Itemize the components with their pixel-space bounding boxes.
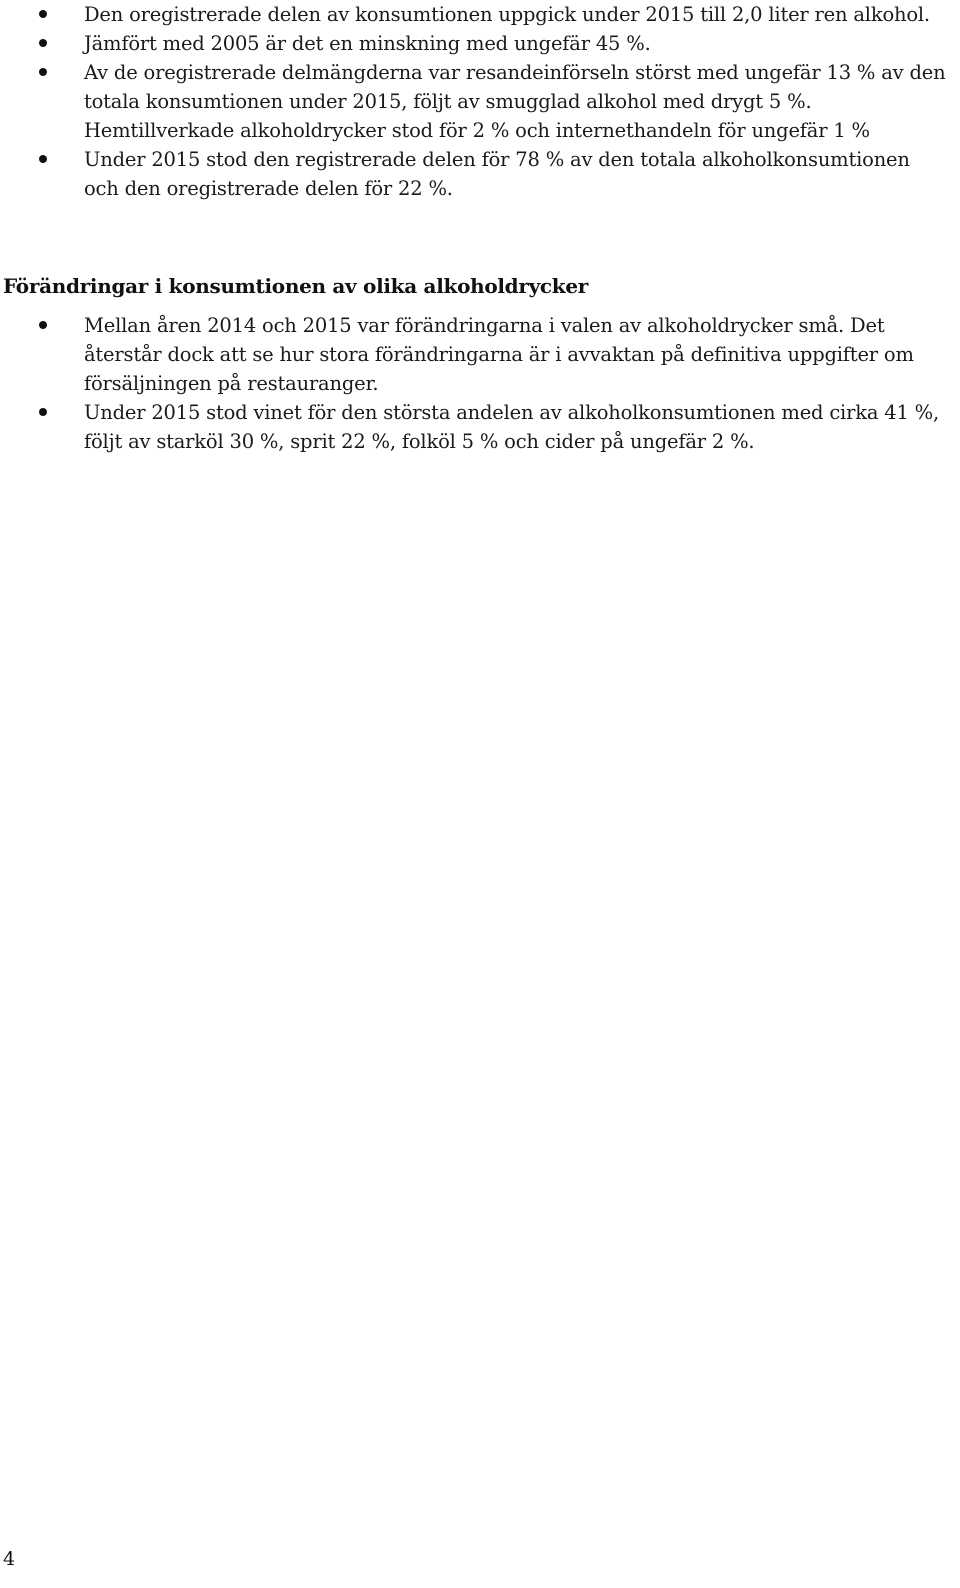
list-item-text: Under 2015 stod vinet för den största andelen av alkoholkonsumtionen med cirka 41 %, följt av starköl 30 %, sprit 22 %, folköl 5 % och cider på ungefär 2 %. — [84, 401, 939, 453]
list-item-text: Mellan åren 2014 och 2015 var förändringarna i valen av alkoholdrycker små. Det återstår dock att se hur stora förändringarna är i avvaktan på definitiva uppgifter om försäljningen på restauranger. — [84, 314, 914, 395]
list-item-text: Hemtillverkade alkoholdrycker stod för 2 % och internethandeln för ungefär 1 % — [84, 119, 870, 142]
list-item — [0, 29, 960, 58]
bullet-icon — [39, 321, 47, 329]
bullet-icon — [39, 408, 47, 416]
list-item — [0, 58, 960, 116]
list-item — [0, 0, 960, 29]
page-number: 4 — [3, 1548, 16, 1570]
summary-bullet-list — [0, 0, 960, 203]
list-item — [0, 145, 960, 203]
bullet-icon — [39, 68, 47, 76]
list-item-text: Av de oregistrerade delmängderna var resandeinförseln störst med ungefär 13 % av den totala konsumtionen under 2015, följt av smugglad alkohol med drygt 5 %. — [84, 61, 946, 113]
list-item-text: Jämfört med 2005 är det en minskning med ungefär 45 %. — [84, 32, 651, 55]
list-item — [0, 398, 960, 456]
list-item — [0, 311, 960, 398]
bullet-icon — [39, 155, 47, 163]
section-heading: Förändringar i konsumtionen av olika alkoholdrycker — [3, 274, 589, 298]
bullet-icon — [39, 10, 47, 18]
list-item-continuation — [0, 116, 960, 145]
bullet-icon — [39, 39, 47, 47]
changes-bullet-list — [0, 311, 960, 456]
list-item-text: Den oregistrerade delen av konsumtionen uppgick under 2015 till 2,0 liter ren alkohol. — [84, 3, 930, 26]
list-item-text: Under 2015 stod den registrerade delen för 78 % av den totala alkoholkonsumtionen och den oregistrerade delen för 22 %. — [84, 148, 910, 200]
